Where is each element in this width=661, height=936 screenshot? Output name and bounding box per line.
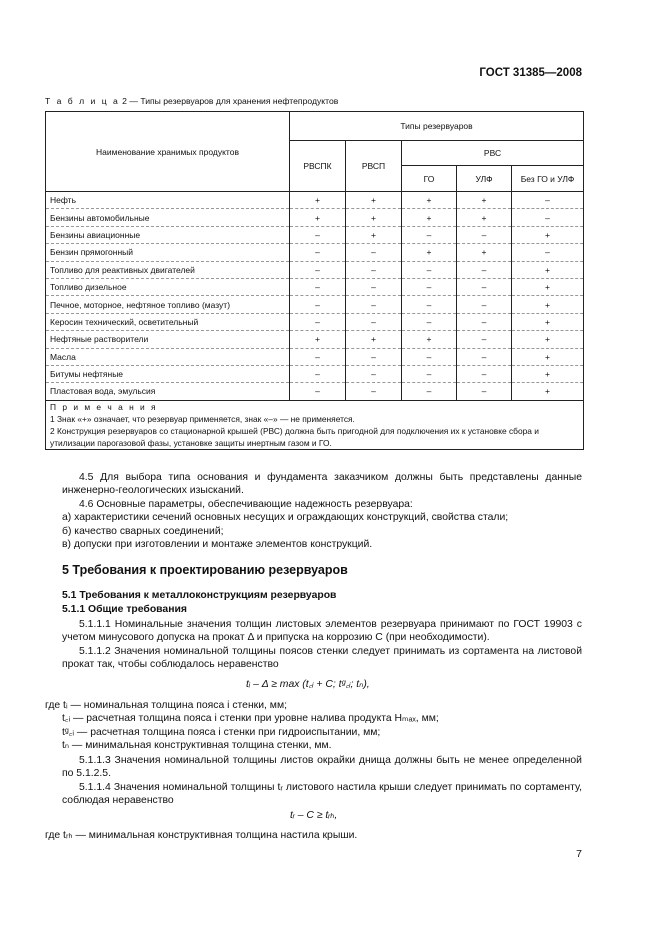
section-5-1-1-text — [62, 618, 582, 672]
col-rvspk-header: РВСПК — [290, 141, 346, 192]
product-name: Топливо для реактивных двигателей — [46, 261, 290, 278]
applicability-cell: – — [402, 296, 457, 313]
definition-ti: где tᵢ — номинальная толщина пояса i стенки, мм; — [45, 700, 287, 711]
table-notes — [46, 400, 584, 449]
table-row — [46, 296, 584, 313]
applicability-cell: + — [346, 226, 402, 243]
applicability-cell: – — [346, 313, 402, 330]
definition-trh: где tᵣₕ — минимальная конструктивная толщина настила крыши. — [45, 830, 358, 841]
table-row — [46, 261, 584, 278]
applicability-cell: + — [457, 192, 512, 209]
note-2: 2 Конструкция резервуаров со стационарной крышей (РВС) должна быть пригодной для подключения их к установке сбора и утилизации парогазовой фазы, установке защиты инертным газом и ГО. — [50, 425, 539, 448]
applicability-cell: + — [457, 209, 512, 226]
table-row — [46, 278, 584, 295]
applicability-cell: – — [290, 365, 346, 382]
paragraph-5-1-1-2: 5.1.1.2 Значения номинальной толщины поясов стенки следует принимать из сортамента на листовой прокат так, чтобы соблюдалось неравенство — [62, 645, 582, 671]
applicability-cell: + — [402, 192, 457, 209]
applicability-cell: + — [512, 278, 584, 295]
applicability-cell: – — [346, 261, 402, 278]
product-name: Бензины автомобильные — [46, 209, 290, 226]
applicability-cell: – — [290, 261, 346, 278]
applicability-cell: – — [290, 313, 346, 330]
formula-roof-thickness: tᵣ – C ≥ tᵣₕ, — [290, 810, 338, 821]
definition-tn: tₙ — минимальная конструктивная толщина стенки, мм. — [62, 740, 332, 752]
table-body — [46, 192, 584, 401]
product-name: Битумы нефтяные — [46, 365, 290, 382]
applicability-cell: – — [346, 296, 402, 313]
col-ulf-header: УЛФ — [457, 166, 512, 192]
applicability-cell: + — [402, 331, 457, 348]
applicability-cell: + — [512, 331, 584, 348]
applicability-cell: + — [512, 365, 584, 382]
section-5-heading: 5 Требования к проектированию резервуаров — [62, 563, 348, 577]
applicability-cell: – — [512, 192, 584, 209]
product-name: Печное, моторное, нефтяное топливо (мазут) — [46, 296, 290, 313]
tank-types-table — [45, 111, 584, 450]
page-number: 7 — [576, 848, 582, 860]
applicability-cell: – — [402, 226, 457, 243]
table-row — [46, 313, 584, 330]
product-name: Топливо дизельное — [46, 278, 290, 295]
document-id: ГОСТ 31385—2008 — [479, 67, 582, 79]
applicability-cell: – — [402, 348, 457, 365]
definition-tgci: tᵍ꜀ᵢ — расчетная толщина пояса i стенки при гидроиспытании, мм; — [62, 726, 381, 738]
applicability-cell: – — [290, 296, 346, 313]
applicability-cell: – — [346, 348, 402, 365]
table-row — [46, 226, 584, 243]
applicability-cell: – — [512, 209, 584, 226]
applicability-cell: – — [346, 278, 402, 295]
table-row — [46, 331, 584, 348]
applicability-cell: + — [346, 192, 402, 209]
table-caption — [45, 96, 338, 106]
col-go-header: ГО — [402, 166, 457, 192]
note-1: 1 Знак «+» означает, что резервуар применяется, знак «–» — не применяется. — [50, 413, 355, 424]
applicability-cell: – — [457, 261, 512, 278]
table-row — [46, 209, 584, 226]
col-rvs-header: РВС — [402, 141, 584, 166]
applicability-cell: – — [457, 383, 512, 400]
product-name: Керосин технический, осветительный — [46, 313, 290, 330]
col-types-header: Типы резервуаров — [290, 112, 584, 141]
applicability-cell: – — [457, 313, 512, 330]
applicability-cell: + — [512, 261, 584, 278]
applicability-cell: – — [402, 383, 457, 400]
applicability-cell: + — [457, 244, 512, 261]
paragraph-4-5: 4.5 Для выбора типа основания и фундамента заказчиком должны быть представлены данные инженерно-геологических изысканий. — [62, 472, 582, 497]
paragraph-5-1-1-3: 5.1.1.3 Значения номинальной толщины листов окрайки днища должны быть не менее определенной по 5.1.2.5. — [62, 755, 582, 780]
applicability-cell: – — [290, 383, 346, 400]
table-row — [46, 383, 584, 400]
table-row — [46, 348, 584, 365]
applicability-cell: – — [457, 331, 512, 348]
product-name: Масла — [46, 348, 290, 365]
applicability-cell: – — [402, 278, 457, 295]
col-none-header: Без ГО и УЛФ — [512, 166, 584, 192]
applicability-cell: + — [290, 209, 346, 226]
table-row — [46, 192, 584, 209]
paragraph-4-6-b: б) качество сварных соединений; — [62, 525, 224, 537]
table-row — [46, 244, 584, 261]
applicability-cell: – — [290, 244, 346, 261]
section-5-1-heading: 5.1 Требования к металлоконструкциям резервуаров — [62, 590, 337, 601]
applicability-cell: + — [512, 383, 584, 400]
table-row — [46, 365, 584, 382]
product-name: Бензины авиационные — [46, 226, 290, 243]
paragraph-5-1-1-1: 5.1.1.1 Номинальные значения толщин листовых элементов резервуара принимают по ГОСТ 19903 с учетом минусового допуска на прокат Δ и припуска на коррозию C (при необходимости). — [62, 619, 582, 644]
applicability-cell: – — [457, 365, 512, 382]
applicability-cell: + — [512, 348, 584, 365]
applicability-cell: + — [346, 331, 402, 348]
paragraph-4-6-a: а) характеристики сечений основных несущих и ограждающих конструкций, свойства стали; — [62, 512, 509, 524]
applicability-cell: – — [346, 383, 402, 400]
paragraph-5-1-1-4: 5.1.1.4 Значения номинальной толщины tᵣ листового настила крыши следует принимать по сортаменту, соблюдая неравенство — [62, 781, 582, 807]
product-name: Нефтяные растворители — [46, 331, 290, 348]
applicability-cell: + — [402, 244, 457, 261]
applicability-cell: – — [346, 365, 402, 382]
applicability-cell: – — [457, 226, 512, 243]
applicability-cell: – — [290, 226, 346, 243]
formula-wall-thickness: tᵢ – Δ ≥ max (t꜀ᵢ + C; tᵍ꜀ᵢ; tₙ), — [246, 679, 370, 690]
applicability-cell: + — [512, 296, 584, 313]
col-rvsp-header: РВСП — [346, 141, 402, 192]
product-name: Нефть — [46, 192, 290, 209]
section-4-paragraphs — [62, 471, 582, 551]
paragraph-4-6-c: в) допуски при изготовлении и монтаже элементов конструкций. — [62, 539, 373, 551]
col-product-header: Наименование хранимых продуктов — [46, 112, 290, 192]
product-name: Пластовая вода, эмульсия — [46, 383, 290, 400]
paragraph-4-6: 4.6 Основные параметры, обеспечивающие надежность резервуара: — [79, 498, 413, 510]
notes-title: П р и м е ч а н и я — [50, 401, 158, 412]
section-5-1-1-heading: 5.1.1 Общие требования — [62, 604, 187, 615]
section-5-1-1-3-text — [62, 754, 582, 808]
applicability-cell: + — [402, 209, 457, 226]
applicability-cell: + — [512, 313, 584, 330]
applicability-cell: – — [402, 261, 457, 278]
applicability-cell: – — [457, 348, 512, 365]
applicability-cell: + — [512, 226, 584, 243]
applicability-cell: – — [457, 296, 512, 313]
applicability-cell: + — [290, 192, 346, 209]
applicability-cell: + — [290, 331, 346, 348]
applicability-cell: – — [402, 365, 457, 382]
definition-tci: t꜀ᵢ — расчетная толщина пояса i стенки при уровне налива продукта Hₘₐₓ, мм; — [62, 713, 439, 725]
table-caption-text: 2 — Типы резервуаров для хранения нефтепродуктов — [119, 96, 339, 106]
applicability-cell: – — [290, 278, 346, 295]
applicability-cell: – — [402, 313, 457, 330]
product-name: Бензин прямогонный — [46, 244, 290, 261]
table-caption-prefix: Т а б л и ц а — [45, 96, 120, 106]
applicability-cell: – — [346, 244, 402, 261]
applicability-cell: + — [346, 209, 402, 226]
applicability-cell: – — [512, 244, 584, 261]
applicability-cell: – — [457, 278, 512, 295]
formula-definitions — [45, 699, 582, 753]
applicability-cell: – — [290, 348, 346, 365]
